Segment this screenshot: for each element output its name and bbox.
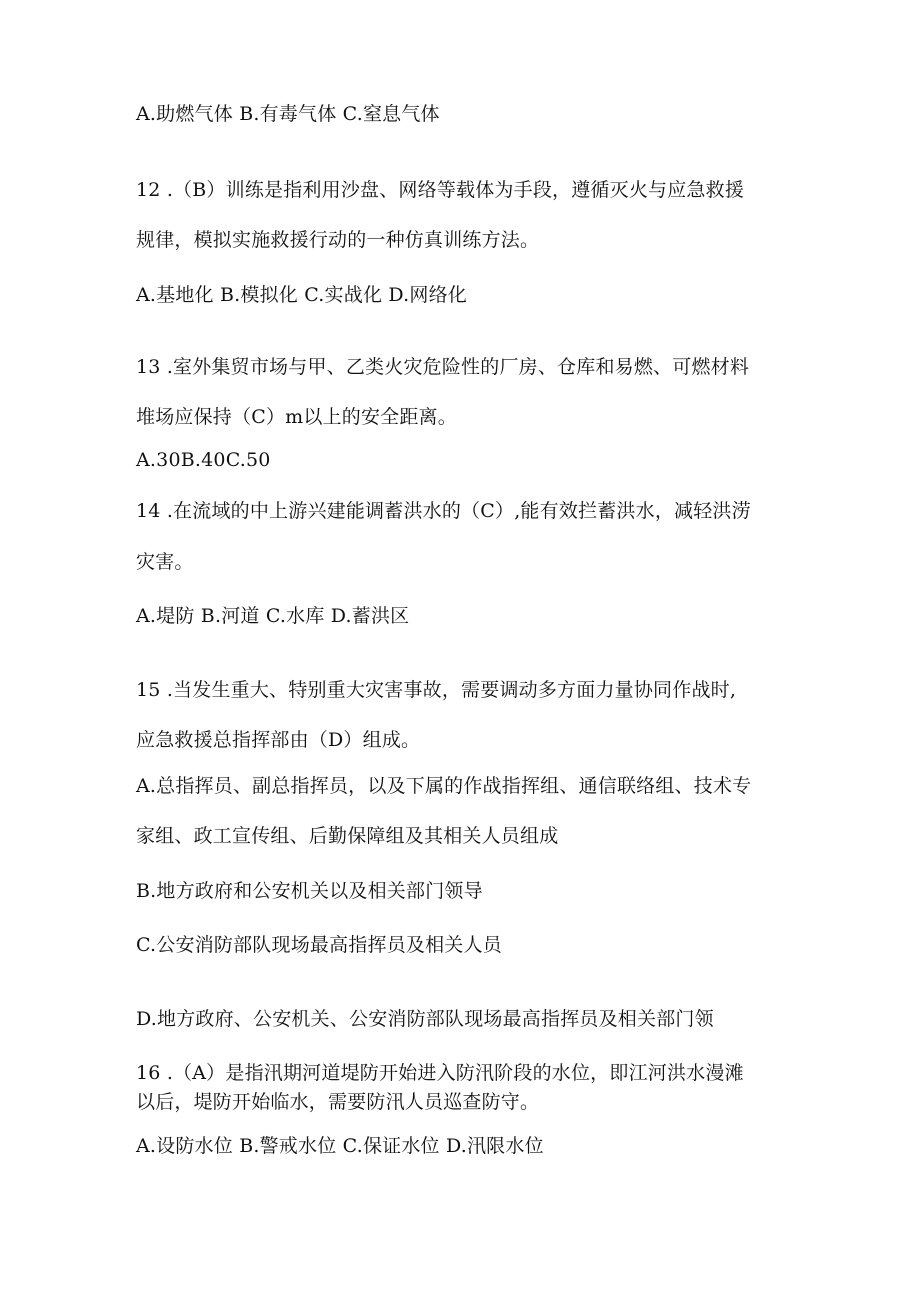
q14-text-line-2: 灾害。 (136, 551, 194, 573)
q13-options: A.30B.40C.50 (136, 449, 271, 471)
q15-text-line-1: 15 .当发生重大、特别重大灾害事故，需要调动多方面力量协同作战时, (136, 679, 737, 701)
q15-option-b: B.地方政府和公安机关以及相关部门领导 (136, 880, 483, 902)
q13-text-line-1: 13 .室外集贸市场与甲、乙类火灾危险性的厂房、仓库和易燃、可燃材料 (136, 356, 750, 378)
q15-option-a-line-2: 家组、政工宣传组、后勤保障组及其相关人员组成 (136, 825, 559, 847)
q16-text-line-1: 16 .（A）是指汛期河道堤防开始进入防汛阶段的水位，即江河洪水漫滩 (136, 1062, 744, 1084)
q12-text-line-1: 12 .（B）训练是指利用沙盘、网络等载体为手段，遵循灭火与应急救援 (136, 179, 745, 201)
q16-options: A.设防水位 B.警戒水位 C.保证水位 D.汛限水位 (136, 1135, 544, 1157)
q15-option-c: C.公安消防部队现场最高指挥员及相关人员 (136, 934, 502, 956)
q15-option-a-line-1: A.总指挥员、副总指挥员，以及下属的作战指挥组、通信联络组、技术专 (136, 775, 752, 797)
q15-text-line-2: 应急救援总指挥部由（D）组成。 (136, 729, 421, 751)
q11-options: A.助燃气体 B.有毒气体 C.窒息气体 (136, 103, 440, 125)
q12-options: A.基地化 B.模拟化 C.实战化 D.网络化 (136, 284, 467, 306)
q15-option-d: D.地方政府、公安机关、公安消防部队现场最高指挥员及相关部门领 (136, 1008, 714, 1030)
q13-text-line-2: 堆场应保持（C）m以上的安全距离。 (136, 406, 457, 428)
q14-text-line-1: 14 .在流域的中上游兴建能调蓄洪水的（C）,能有效拦蓄洪水，减轻洪涝 (136, 500, 751, 522)
q16-text-line-2: 以后，堤防开始临水，需要防汛人员巡查防守。 (136, 1091, 540, 1113)
q14-options: A.堤防 B.河道 C.水库 D.蓄洪区 (136, 605, 410, 627)
q12-text-line-2: 规律，模拟实施救援行动的一种仿真训练方法。 (136, 229, 540, 251)
